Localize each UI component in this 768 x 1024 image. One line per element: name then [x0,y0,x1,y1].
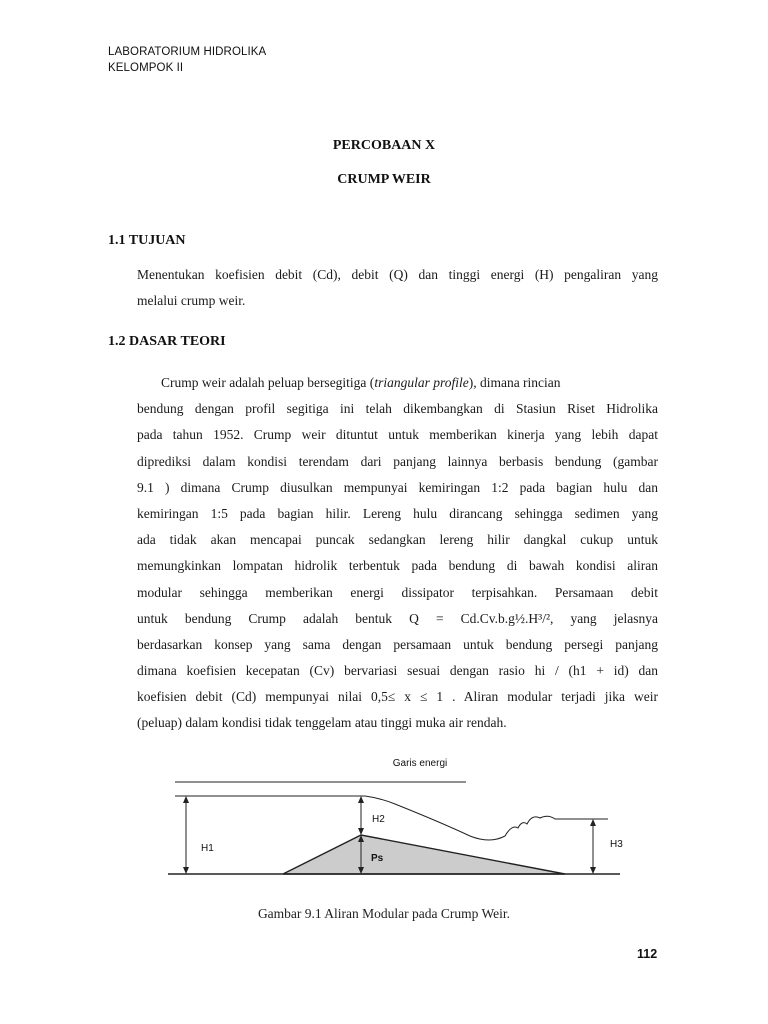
water-surface-profile [365,796,608,840]
paragraph-dasar-teori [137,370,658,737]
h3-arrow-top [590,819,596,826]
text-line: Menentukan koefisien debit (Cd), debit (Q) dan tinggi energi (H) pengaliran yang [137,267,658,282]
text-line: dimana koefisien kecepatan (Cv) bervariasi sesuai dengan rasio hi / (h1 + id) dan [137,663,658,679]
section-heading-tujuan: 1.1 TUJUAN [108,233,186,248]
weir-body [283,835,565,874]
h3-arrow-bottom [590,867,596,874]
text-line: pada tahun 1952. Crump weir dituntut untuk memberikan kinerja yang lebih dapat [137,427,658,443]
text-line: ada tidak akan mencapai puncak sedangkan lereng hilir dangkal cukup untuk [137,532,658,548]
figure-caption: Gambar 9.1 Aliran Modular pada Crump Weir. [257,906,511,921]
text-line: berdasarkan konsep yang sama dengan persamaan untuk bendung persegi panjang [137,636,658,652]
text-line: (peluap) dalam kondisi tidak tenggelam atau tinggi muka air rendah. [137,715,507,731]
h3-label: H3 [610,839,623,850]
text-line: 9.1 ) dimana Crump diusulkan mempunyai kemiringan 1:2 pada bagian hulu dan [137,479,658,495]
h1-arrow-bottom [183,867,189,874]
title-topic: CRUMP WEIR [337,172,431,187]
crump-weir-diagram [0,740,768,890]
text-line-start [161,370,561,396]
ps-label: Ps [371,853,384,864]
text-run: ), dimana rincian [468,375,561,390]
text-line: melalui crump weir. [137,293,246,309]
text-run-italic: triangular profile [374,375,469,390]
h1-label: H1 [201,843,214,854]
h2-label: H2 [372,814,385,825]
paragraph-tujuan [137,262,658,314]
energy-line-label: Garis energi [392,758,448,769]
text-line: kemiringan 1:5 pada bagian hilir. Lereng hulu dirancang sehingga sedimen yang [137,505,658,521]
text-line-first [137,370,658,396]
text-line: memungkinkan lompatan hidrolik terbentuk pada bendung di bawah kondisi aliran [137,558,658,574]
text-line: bendung dengan profil segitiga ini telah dikembangkan di Stasiun Riset Hidrolika [137,401,658,417]
page-number: 112 [637,947,658,961]
header-lab-name: LABORATORIUM HIDROLIKA [108,46,267,58]
text-line: modular sehingga memberikan energi dissipator terpisahkan. Persamaan debit [137,584,658,600]
h1-arrow-top [183,796,189,803]
title-experiment: PERCOBAAN X [332,138,436,153]
h2-arrow-top [358,796,364,803]
text-run: Crump weir adalah peluap bersegitiga ( [161,375,375,390]
text-line: koefisien debit (Cd) mempunyai nilai 0,5≤ x ≤ 1 . Aliran modular terjadi jika weir [137,689,658,705]
h2-arrow-bottom [358,828,364,835]
header-group: KELOMPOK II [108,62,184,74]
section-heading-dasar-teori: 1.2 DASAR TEORI [108,334,226,349]
text-line: untuk bendung Crump adalah bentuk Q = Cd.Cv.b.g½.H³/², yang jelasnya [137,610,658,626]
text-line: diprediksi dalam kondisi terendam dari panjang lainnya berbasis bendung (gambar [137,453,658,469]
